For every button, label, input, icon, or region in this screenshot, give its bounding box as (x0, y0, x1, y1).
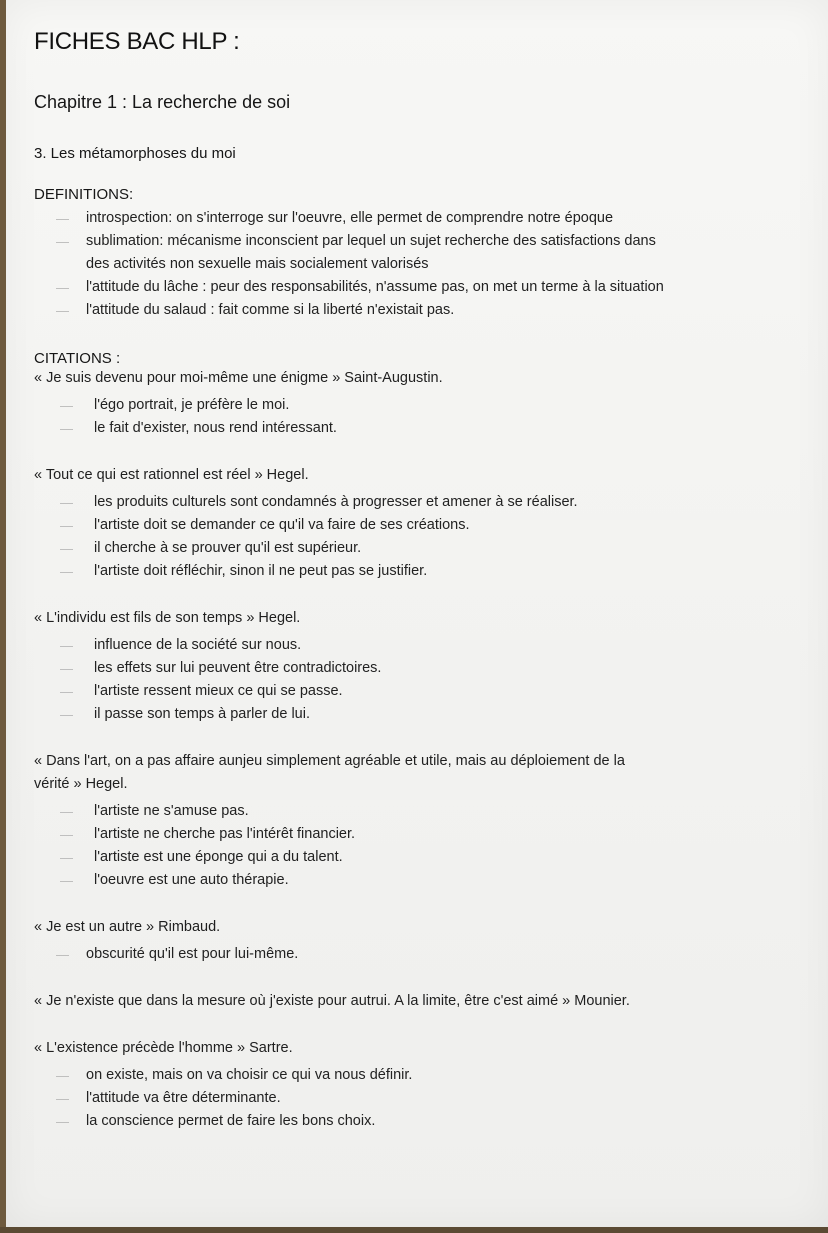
quote-point: — l'attitude va être déterminante. (34, 1087, 804, 1110)
definition-item: — introspection: on s'interroge sur l'oeuvre, elle permet de comprendre notre époque (34, 207, 804, 230)
quote-text-continuation: vérité » Hegel. (34, 776, 128, 792)
quote-point: — l'artiste ressent mieux ce qui se passe. (34, 680, 804, 703)
quote-points (34, 491, 804, 583)
document-content (34, 24, 804, 1133)
quote-block (34, 464, 804, 583)
quote-text: « Dans l'art, on a pas affaire aunjeu simplement agréable et utile, mais au déploiement de la (34, 753, 625, 769)
quote-point: — les produits culturels sont condamnés à progresser et amener à se réaliser. (34, 491, 804, 514)
quote-points (34, 394, 804, 440)
quote-block (34, 916, 804, 966)
quote-point: — le fait d'exister, nous rend intéressant. (34, 417, 804, 440)
quote-text: « Je suis devenu pour moi-même une énigme » Saint-Augustin. (34, 370, 443, 386)
section-heading: 3. Les métamorphoses du moi (34, 145, 236, 162)
definition-item: — sublimation: mécanisme inconscient par lequel un sujet recherche des satisfactions dans (34, 230, 804, 253)
quote-point: — l'artiste ne s'amuse pas. (34, 800, 804, 823)
quote-point: — obscurité qu'il est pour lui-même. (34, 943, 804, 966)
quote-text: « L'individu est fils de son temps » Hegel. (34, 610, 301, 626)
definitions-list (34, 207, 804, 322)
document-title: FICHES BAC HLP : (34, 28, 240, 55)
quote-block (34, 990, 804, 1013)
quote-points (34, 943, 804, 966)
definitions-label: DEFINITIONS: (34, 186, 134, 203)
quote-block (34, 750, 804, 892)
quote-point: — l'artiste ne cherche pas l'intérêt financier. (34, 823, 804, 846)
definition-item-continuation: des activités non sexuelle mais socialement valorisés (86, 256, 429, 272)
quote-point: — il passe son temps à parler de lui. (34, 703, 804, 726)
quote-point: — l'artiste doit réfléchir, sinon il ne peut pas se justifier. (34, 560, 804, 583)
quote-points (34, 634, 804, 726)
quote-text: « Tout ce qui est rationnel est réel » Hegel. (34, 467, 309, 483)
quote-points (34, 800, 804, 892)
page-bottom-edge (0, 1227, 828, 1233)
quote-point: — l'artiste doit se demander ce qu'il va faire de ses créations. (34, 514, 804, 537)
quote-point: — l'égo portrait, je préfère le moi. (34, 394, 804, 417)
quote-point: — la conscience permet de faire les bons choix. (34, 1110, 804, 1133)
quote-text: « Je n'existe que dans la mesure où j'existe pour autrui. A la limite, être c'est aimé » Mounier. (34, 993, 630, 1009)
document-page (6, 0, 828, 1227)
definition-item: — l'attitude du salaud : fait comme si la liberté n'existait pas. (34, 299, 804, 322)
quote-point: — l'artiste est une éponge qui a du talent. (34, 846, 804, 869)
chapter-heading: Chapitre 1 : La recherche de soi (34, 92, 291, 112)
quote-block (34, 367, 804, 440)
quote-point: — l'oeuvre est une auto thérapie. (34, 869, 804, 892)
quote-text: « Je est un autre » Rimbaud. (34, 919, 221, 935)
citations-label: CITATIONS : (34, 350, 121, 367)
quote-points (34, 1064, 804, 1133)
quote-block (34, 1037, 804, 1133)
quote-point: — il cherche à se prouver qu'il est supérieur. (34, 537, 804, 560)
quote-point: — influence de la société sur nous. (34, 634, 804, 657)
quote-point: — on existe, mais on va choisir ce qui va nous définir. (34, 1064, 804, 1087)
quote-text: « L'existence précède l'homme » Sartre. (34, 1040, 293, 1056)
quote-block (34, 607, 804, 726)
definition-item: — l'attitude du lâche : peur des responsabilités, n'assume pas, on met un terme à la situation (34, 276, 804, 299)
quote-point: — les effets sur lui peuvent être contradictoires. (34, 657, 804, 680)
